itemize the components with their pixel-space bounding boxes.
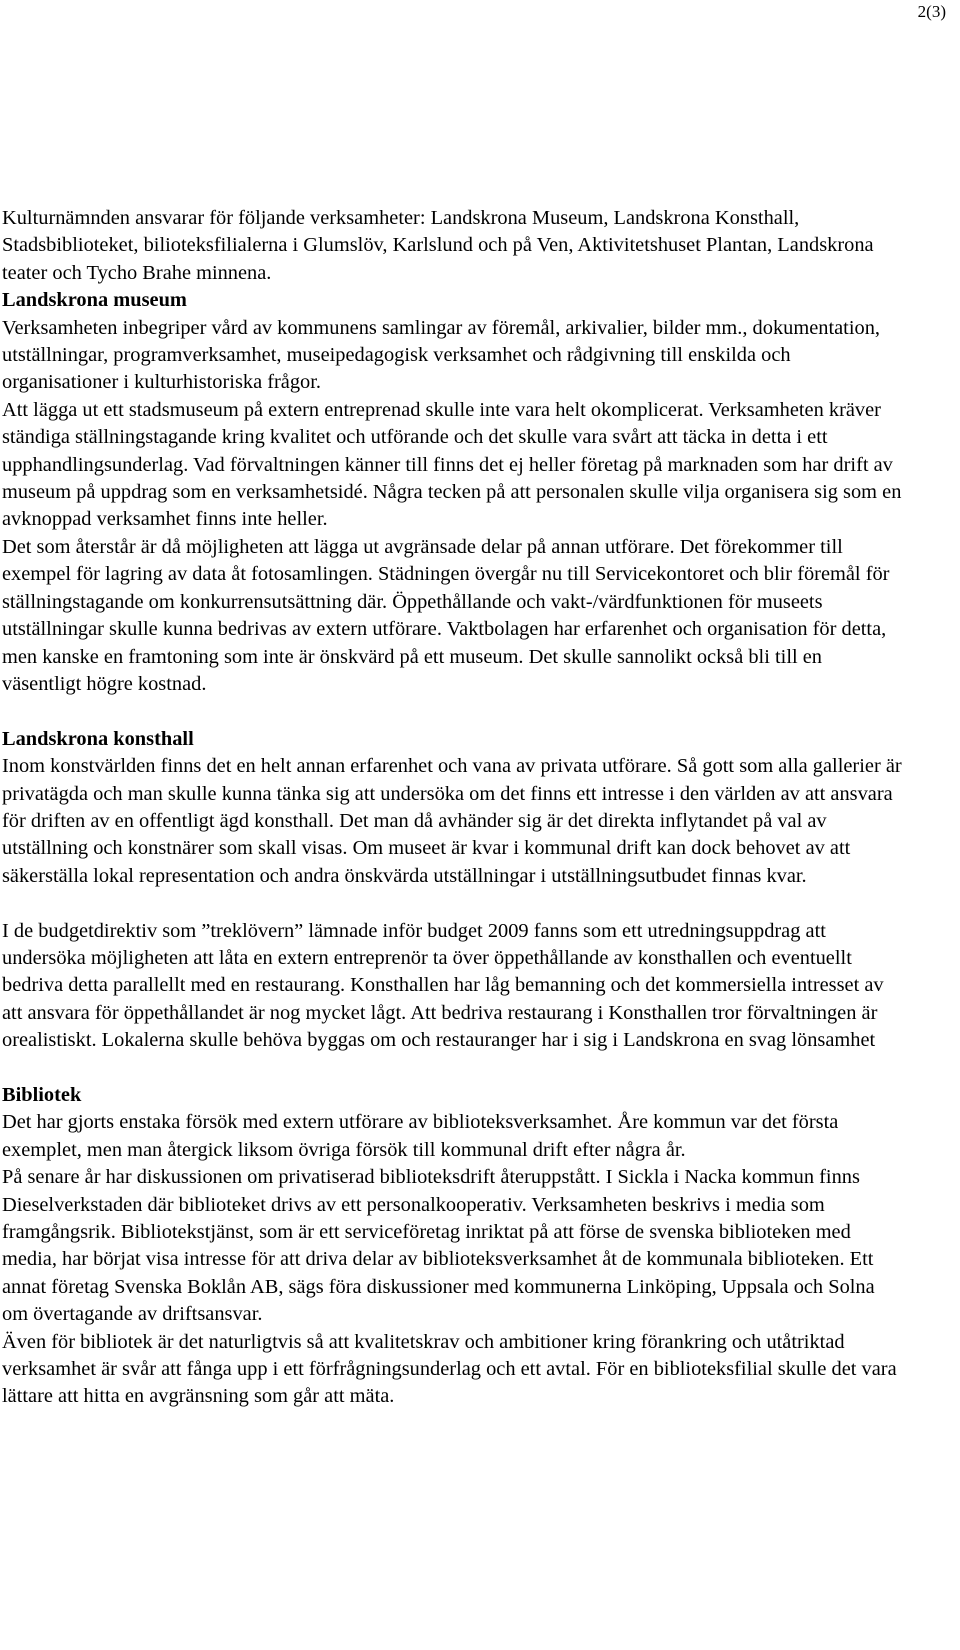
page-number: 2(3)	[917, 2, 946, 21]
museum-paragraph-3: Det som återstår är då möjligheten att lägga ut avgränsade delar på annan utförare. Det förekommer till exempel för lagring av data åt fotosamlingen. Städningen övergår nu till Servicekontoret och blir föremål för ställningstagande om konkurrensutsättning där. Öppethållande och vakt-/värdfunktionen för museets utställningar skulle kunna bedrivas av extern utförare. Vaktbolagen har erfarenhet och organisation för detta, men kanske en framtoning som inte är önskvärd på ett museum. Det skulle sannolikt också bli till en väsentligt högre kostnad.	[2, 535, 890, 695]
bibliotek-paragraph-2: På senare år har diskussionen om privatiserad biblioteksdrift återuppstått. I Sickla i Nacka kommun finns Dieselverkstaden där biblioteket drivs av ett personalkooperativ. Verksamheten beskrivs i media som framgångsrik. Bibliotekstjänst, som är ett serviceföretag inriktat på att förse de svenska biblioteken med media, har börjat visa intresse för att driva delar av biblioteksverksamhet åt de kommunala biblioteken. Ett annat företag Svenska Boklån AB, sägs föra diskussioner med kommunerna Linköping, Uppsala och Solna om övertagande av driftsansvar.	[2, 1166, 875, 1326]
section-heading-bibliotek: Bibliotek	[2, 1083, 82, 1106]
bibliotek-paragraph-1: Det har gjorts enstaka försök med extern utförare av biblioteksverksamhet. Åre kommun var det första exemplet, men man återgick liksom övriga försök till kommunal drift efter några år.	[2, 1111, 839, 1161]
paragraph-spacer	[2, 890, 902, 917]
document-body	[2, 205, 902, 1411]
museum-paragraph-1: Verksamheten inbegriper vård av kommunens samlingar av föremål, arkivalier, bilder mm., dokumentation, utställningar, programverksamhet, museipedagogisk verksamhet och rådgivning till enskilda och organisationer i kulturhistoriska frågor.	[2, 316, 880, 394]
konsthall-paragraph-1: Inom konstvärlden finns det en helt annan erfarenhet och vana av privata utförare. Så gott som alla gallerier är privatägda och man skulle kunna tänka sig att undersöka om det finns ett intresse i den världen av att ansvara för driften av en offentligt ägd konsthall. Det man då avhänder sig är det direkta inflytandet på val av utställning och konstnärer som skall visas. Om museet är kvar i kommunal drift kan dock behovet av att säkerställa lokal representation och andra önskvärda utställningar i utställningsutbudet finnas kvar.	[2, 755, 902, 887]
museum-paragraph-2: Att lägga ut ett stadsmuseum på extern entreprenad skulle inte vara helt okomplicerat. Verksamheten kräver ständiga ställningstagande kring kvalitet och utförande och det skulle vara svårt att täcka in detta i ett upphandlingsunderlag. Vad förvaltningen känner till finns det ej heller företag på marknaden som har drift av museum på uppdrag som en verksamhetsidé. Några tecken på att personalen skulle vilja organisera sig som en avknoppad verksamhet finns inte heller.	[2, 398, 902, 531]
paragraph-spacer	[2, 1055, 902, 1082]
section-heading-museum: Landskrona museum	[2, 289, 187, 312]
bibliotek-paragraph-3: Även för bibliotek är det naturligtvis så att kvalitetskrav och ambitioner kring förankring och utåtriktad verksamhet är svår att fånga upp i ett förfrågningsunderlag och ett avtal. För en biblioteksfilial skulle det vara lättare att hitta en avgränsning som går att mäta.	[2, 1330, 897, 1408]
paragraph-spacer	[2, 698, 902, 725]
konsthall-paragraph-2: I de budgetdirektiv som ”treklövern” lämnade inför budget 2009 fanns som ett utredningsuppdrag att undersöka möjligheten att låta en extern entreprenör ta över öppethållande av konsthallen och eventuellt bedriva detta parallellt med en restaurang. Konsthallen har låg bemanning och det kommersiella intresset av att ansvara för öppethållandet är nog mycket lågt. Att bedriva restaurang i Konsthallen tror förvaltningen är orealistiskt. Lokalerna skulle behöva byggas om och restauranger har i sig i Landskrona en svag lönsamhet	[2, 919, 884, 1052]
section-heading-konsthall: Landskrona konsthall	[2, 727, 194, 750]
intro-paragraph: Kulturnämnden ansvarar för följande verksamheter: Landskrona Museum, Landskrona Konsthall, Stadsbiblioteket, bilioteksfilialerna i Glumslöv, Karlslund och på Ven, Aktivitetshuset Plantan, Landskrona teater och Tycho Brahe minnena.	[2, 207, 874, 284]
